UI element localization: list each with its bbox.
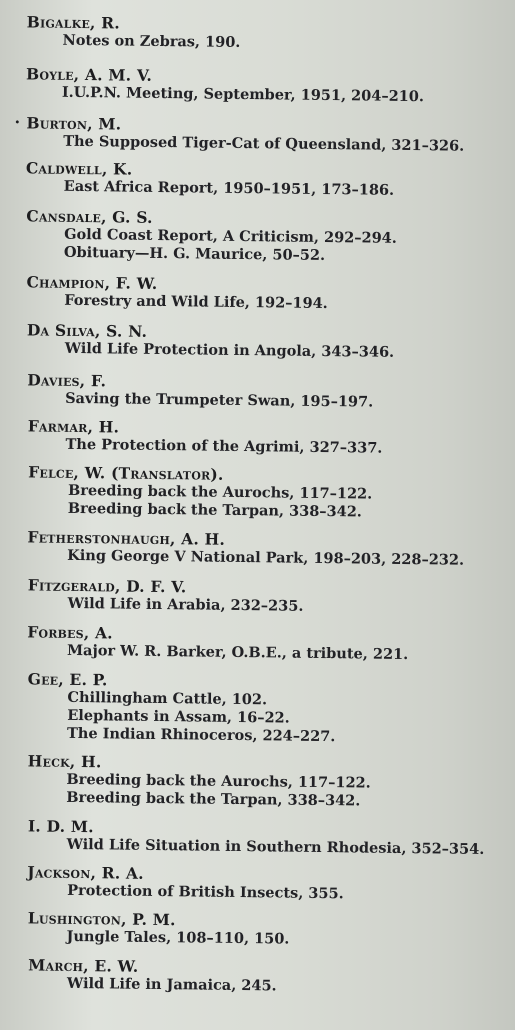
work-title: Gold Coast Report, A Criticism, 292–294. <box>64 225 397 247</box>
work-title: Wild Life Protection in Angola, 343–346. <box>64 339 395 361</box>
author-name: Felce, W. (Translator). <box>28 462 224 484</box>
index-entry <box>0 12 500 55</box>
index-entry <box>0 862 489 905</box>
author-name: Bigalke, R. <box>26 12 120 33</box>
author-name: Fetherstonhaugh, A. H. <box>27 527 226 549</box>
work-title: Wild Life in Jamaica, 245. <box>66 974 277 995</box>
author-name: Gee, E. P. <box>27 669 108 690</box>
work-title: Breeding back the Tarpan, 338–342. <box>67 499 363 521</box>
author-name: Farmar, H. <box>27 416 120 437</box>
index-entry <box>0 272 497 315</box>
work-title: The Supposed Tiger-Cat of Queensland, 321–326. <box>63 132 465 155</box>
index-entry <box>0 669 492 748</box>
author-name: Davies, F. <box>27 370 107 391</box>
author-name: Fitzgerald, D. F. V. <box>27 575 187 597</box>
author-name: March, E. W. <box>28 955 139 976</box>
work-title: East Africa Report, 1950–1951, 173–186. <box>63 177 395 199</box>
index-entry <box>0 908 489 951</box>
work-title: Chillingham Cattle, 102. <box>67 688 268 709</box>
work-title: Breeding back the Aurochs, 117–122. <box>67 481 373 503</box>
work-title: King George V National Park, 198–203, 228–232. <box>67 546 465 569</box>
index-entry <box>0 575 493 618</box>
work-title: Major W. R. Barker, O.B.E., a tribute, 221. <box>66 641 409 664</box>
work-title: Elephants in Assam, 16–22. <box>67 706 290 727</box>
index-entry <box>0 622 492 665</box>
index-entry <box>0 955 488 998</box>
index-entry <box>0 158 498 201</box>
author-name: I. D. M. <box>27 816 94 837</box>
author-name: Cansdale, G. S. <box>26 206 153 227</box>
index-entry <box>0 416 495 459</box>
work-title: Breeding back the Aurochs, 117–122. <box>66 770 371 792</box>
work-title: The Protection of the Agrimi, 327–337. <box>65 435 383 457</box>
index-entry <box>0 320 496 363</box>
author-name: Heck, H. <box>27 751 102 772</box>
index-entry <box>0 206 497 267</box>
work-title: Notes on Zebras, 190. <box>62 31 241 51</box>
work-title: Obituary—H. G. Maurice, 50–52. <box>63 243 326 264</box>
work-title: Wild Life in Arabia, 232–235. <box>67 594 304 615</box>
author-name: Forbes, A. <box>27 622 113 643</box>
index-entry <box>0 113 499 156</box>
index-entry <box>0 462 494 523</box>
author-name: Jackson, R. A. <box>27 862 144 883</box>
work-title: Wild Life Situation in Southern Rhodesia, 352–354. <box>66 835 485 858</box>
stray-mark: . <box>14 108 21 128</box>
work-title: Jungle Tales, 108–110, 150. <box>66 927 290 948</box>
work-title: The Indian Rhinoceros, 224–227. <box>66 724 336 746</box>
author-name: Burton, M. <box>26 113 122 134</box>
work-title: Forestry and Wild Life, 192–194. <box>64 291 328 313</box>
work-title: I.U.P.N. Meeting, September, 1951, 204–210. <box>61 83 425 106</box>
author-name: Boyle, A. M. V. <box>25 64 153 85</box>
work-title: Protection of British Insects, 355. <box>67 881 344 903</box>
work-title: Breeding back the Tarpan, 338–342. <box>66 788 361 810</box>
index-entry <box>0 64 499 107</box>
index-entry <box>0 751 491 812</box>
index-entry <box>0 816 490 859</box>
author-name: Champion, F. W. <box>26 272 158 293</box>
author-name: Da Silva, S. N. <box>26 320 148 341</box>
work-title: Saving the Trumpeter Swan, 195–197. <box>65 389 374 411</box>
index-entry <box>0 370 495 413</box>
author-name: Lushington, P. M. <box>27 908 176 930</box>
index-entry <box>0 527 494 570</box>
author-name: Caldwell, K. <box>25 158 133 179</box>
